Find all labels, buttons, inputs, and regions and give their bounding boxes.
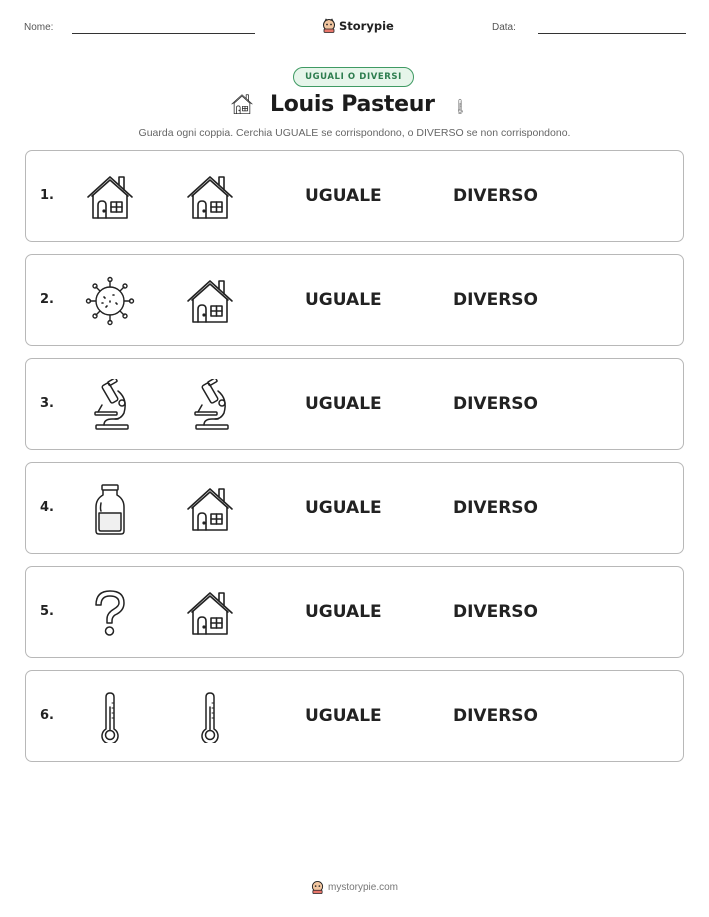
milk-bottle-icon xyxy=(82,483,138,535)
storypie-mascot-icon xyxy=(311,880,324,894)
brand-logo xyxy=(322,18,394,33)
question-number: 4. xyxy=(40,500,54,515)
different-option[interactable]: DIVERSO xyxy=(453,186,538,206)
microscope-icon xyxy=(182,379,238,431)
question-number: 2. xyxy=(40,292,54,307)
different-option[interactable]: DIVERSO xyxy=(453,498,538,518)
page-title: Louis Pasteur xyxy=(270,92,435,117)
date-field-line[interactable] xyxy=(538,33,686,34)
house-icon xyxy=(182,587,238,639)
question-row xyxy=(25,150,684,242)
question-row xyxy=(25,670,684,762)
thermometer-icon xyxy=(182,691,238,743)
title-row xyxy=(0,90,709,124)
date-label: Data: xyxy=(492,22,516,33)
question-number: 3. xyxy=(40,396,54,411)
house-icon xyxy=(182,171,238,223)
name-label: Nome: xyxy=(24,22,54,33)
activity-type-badge: UGUALI O DIVERSI xyxy=(293,67,414,87)
thermometer-icon xyxy=(458,90,474,122)
same-option[interactable]: UGUALE xyxy=(305,186,382,206)
different-option[interactable]: DIVERSO xyxy=(453,394,538,414)
different-option[interactable]: DIVERSO xyxy=(453,602,538,622)
question-number: 5. xyxy=(40,604,54,619)
question-mark-icon xyxy=(82,587,138,639)
same-option[interactable]: UGUALE xyxy=(305,706,382,726)
house-icon xyxy=(82,171,138,223)
house-icon xyxy=(182,275,238,327)
virus-icon xyxy=(82,275,138,327)
question-number: 1. xyxy=(40,188,54,203)
name-field-line[interactable] xyxy=(72,33,255,34)
question-row xyxy=(25,462,684,554)
question-row xyxy=(25,254,684,346)
question-row xyxy=(25,358,684,450)
instructions: Guarda ogni coppia. Cerchia UGUALE se corrispondono, o DIVERSO se non corrispondono. xyxy=(138,127,571,139)
different-option[interactable]: DIVERSO xyxy=(453,290,538,310)
house-icon xyxy=(182,483,238,535)
same-option[interactable]: UGUALE xyxy=(305,602,382,622)
house-icon xyxy=(229,92,255,116)
microscope-icon xyxy=(82,379,138,431)
brand-name: Storypie xyxy=(339,18,394,33)
question-row xyxy=(25,566,684,658)
same-option[interactable]: UGUALE xyxy=(305,394,382,414)
same-option[interactable]: UGUALE xyxy=(305,290,382,310)
worksheet-header xyxy=(0,18,709,38)
same-option[interactable]: UGUALE xyxy=(305,498,382,518)
different-option[interactable]: DIVERSO xyxy=(453,706,538,726)
footer xyxy=(0,880,709,894)
question-number: 6. xyxy=(40,708,54,723)
thermometer-icon xyxy=(82,691,138,743)
storypie-mascot-icon xyxy=(322,18,336,33)
footer-url[interactable]: mystorypie.com xyxy=(327,881,398,893)
